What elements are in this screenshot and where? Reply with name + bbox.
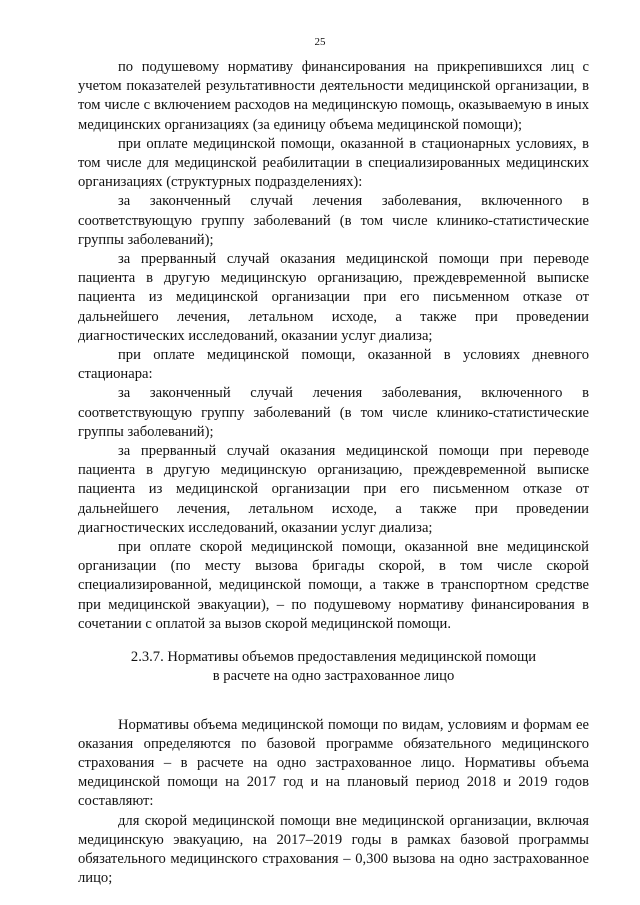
section-heading-line-1: 2.3.7. Нормативы объемов предоставления медицинской помощи bbox=[130, 649, 537, 666]
paragraph: за законченный случай лечения заболевания, включенного в соответствующую группу заболеваний (в том числе клинико-статистические группы заболеваний); bbox=[78, 385, 589, 440]
section-heading-line-2: в расчете на одно застрахованное лицо bbox=[212, 668, 455, 685]
document-body bbox=[78, 58, 589, 888]
paragraph: при оплате медицинской помощи, оказанной в стационарных условиях, в том числе для медицинской реабилитации в специализированных медицинских организациях (структурных подразделениях): bbox=[78, 135, 589, 191]
page-number: 25 bbox=[314, 36, 326, 48]
spacer bbox=[78, 687, 589, 716]
paragraph: за прерванный случай оказания медицинской помощи при переводе пациента в другую медицинскую организацию, преждевременной выписке пациента из медицинской организации при его письменном отказе от дальнейшего лечения, летальном исходе, а также при проведении диагностических исследований, оказании услуг диализа; bbox=[78, 443, 589, 536]
paragraph: при оплате скорой медицинской помощи, оказанной вне медицинской организации (по месту вызова бригады скорой, в том числе скорой специализированной, медицинской помощи, а также в транспортном средстве при медицинской эвакуации), – по подушевому нормативу финансирования в сочетании с оплатой за вызов скорой медицинской помощи. bbox=[78, 539, 589, 632]
section-heading bbox=[78, 648, 589, 686]
paragraph: за прерванный случай оказания медицинской помощи при переводе пациента в другую медицинскую организацию, преждевременной выписке пациента из медицинской организации при его письменном отказе от дальнейшего лечения, летальном исходе, а также при проведении диагностических исследований, оказании услуг диализа; bbox=[78, 251, 589, 344]
paragraph: за законченный случай лечения заболевания, включенного в соответствующую группу заболеваний (в том числе клинико-статистические группы заболеваний); bbox=[78, 193, 589, 248]
paragraph: Нормативы объема медицинской помощи по видам, условиям и формам ее оказания определяются по базовой программе обязательного медицинского страхования – в расчете на одно застрахованное лицо. Нормативы объема медицинской помощи на 2017 год и на плановый период 2018 и 2019 годов составляют: bbox=[78, 716, 589, 810]
paragraph: при оплате медицинской помощи, оказанной в условиях дневного стационара: bbox=[78, 347, 589, 383]
paragraph: по подушевому нормативу финансирования на прикрепившихся лиц с учетом показателей результативности деятельности медицинской организации, в том числе с включением расходов на медицинскую помощь, оказываемую в иных медицинских организациях (за единицу объема медицинской помощи); bbox=[78, 59, 589, 133]
paragraph: для скорой медицинской помощи вне медицинской организации, включая медицинскую эвакуацию, на 2017–2019 годы в рамках базовой программы обязательного медицинского страхования – 0,300 вызова на одно застрахованное лицо; bbox=[78, 812, 589, 887]
